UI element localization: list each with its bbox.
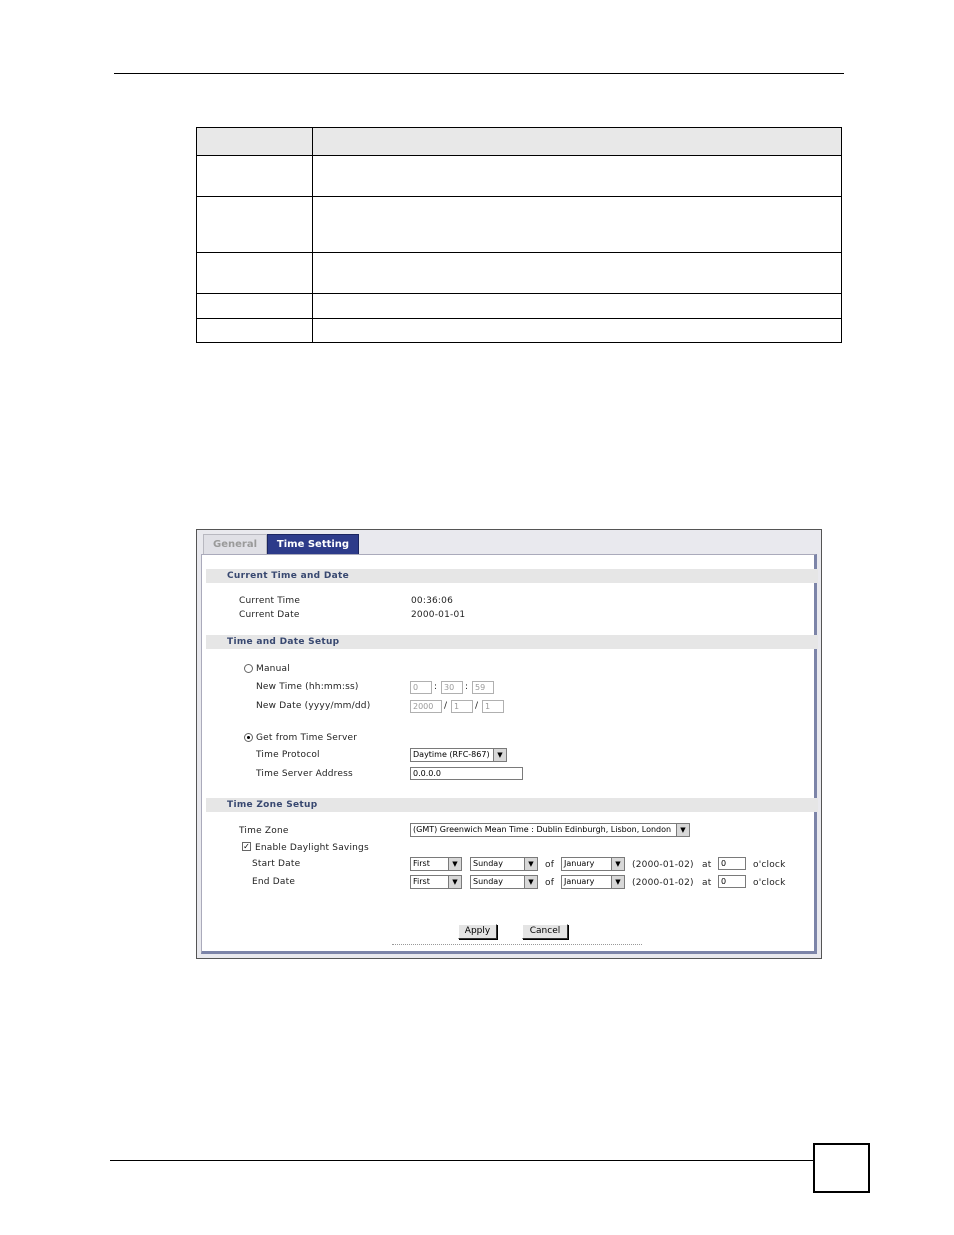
apply-button[interactable]: Apply [458, 924, 497, 939]
time-setting-panel [201, 554, 817, 954]
table-row [197, 319, 842, 343]
table-row [197, 197, 842, 253]
time-protocol-label: Time Protocol [256, 750, 320, 760]
footer-rule [110, 1160, 814, 1161]
enable-daylight-savings-label: Enable Daylight Savings [255, 843, 369, 853]
time-separator: : [434, 682, 438, 692]
time-zone-label: Time Zone [239, 826, 289, 836]
start-at-label: at [702, 860, 712, 870]
start-hour-input[interactable]: 0 [718, 857, 746, 870]
end-week-select[interactable] [410, 875, 462, 889]
chevron-down-icon: ▼ [493, 749, 506, 761]
new-time-minute-input[interactable]: 30 [441, 681, 463, 694]
chevron-down-icon: ▼ [524, 858, 537, 870]
new-time-second-input[interactable]: 59 [472, 681, 494, 694]
start-week-select[interactable] [410, 857, 462, 871]
chevron-down-icon: ▼ [524, 876, 537, 888]
start-month-value: January [564, 859, 595, 868]
end-of-label: of [545, 878, 555, 888]
end-month-select[interactable] [561, 875, 625, 889]
tab-general[interactable]: General [203, 534, 267, 554]
end-date-label: End Date [252, 877, 296, 887]
time-separator: : [465, 682, 469, 692]
enable-daylight-savings-checkbox[interactable]: ✓ [243, 842, 250, 851]
current-time-label: Current Time [239, 596, 301, 606]
button-divider [392, 944, 642, 945]
chevron-down-icon: ▼ [676, 824, 689, 836]
start-week-value: First [413, 859, 430, 868]
start-month-select[interactable] [561, 857, 625, 871]
page-number-box [813, 1143, 870, 1193]
time-server-address-input[interactable]: 0.0.0.0 [410, 767, 523, 780]
section-time-and-date-setup: Time and Date Setup [206, 635, 818, 649]
current-time-value: 00:36:06 [411, 596, 454, 606]
tab-time-setting[interactable]: Time Setting [267, 534, 359, 554]
chevron-down-icon: ▼ [611, 876, 624, 888]
end-at-label: at [702, 878, 712, 888]
table-row [197, 294, 842, 319]
cancel-button[interactable]: Cancel [522, 924, 568, 939]
chevron-down-icon: ▼ [611, 858, 624, 870]
section-current-time-and-date: Current Time and Date [206, 569, 818, 583]
time-server-address-label: Time Server Address [256, 769, 353, 779]
time-protocol-select[interactable] [410, 748, 507, 762]
end-oclock-label: o'clock [753, 878, 786, 888]
manual-label: Manual [256, 664, 290, 674]
start-example-date: (2000-01-02) [632, 860, 694, 870]
time-zone-select[interactable] [410, 823, 690, 837]
start-day-select[interactable] [470, 857, 538, 871]
end-week-value: First [413, 877, 430, 886]
current-date-value: 2000-01-01 [411, 610, 466, 620]
chevron-down-icon: ▼ [448, 858, 461, 870]
new-date-year-input[interactable]: 2000 [410, 700, 442, 713]
get-from-time-server-label: Get from Time Server [256, 733, 358, 743]
start-day-value: Sunday [473, 859, 503, 868]
end-day-select[interactable] [470, 875, 538, 889]
table-header-row [197, 128, 842, 156]
end-example-date: (2000-01-02) [632, 878, 694, 888]
table-row [197, 253, 842, 294]
header-rule [114, 73, 844, 74]
new-time-label: New Time (hh:mm:ss) [256, 682, 359, 692]
new-date-day-input[interactable]: 1 [482, 700, 504, 713]
new-date-month-input[interactable]: 1 [451, 700, 473, 713]
start-date-label: Start Date [252, 859, 301, 869]
current-date-label: Current Date [239, 610, 300, 620]
end-month-value: January [564, 877, 595, 886]
get-from-time-server-radio[interactable] [244, 733, 253, 742]
new-date-label: New Date (yyyy/mm/dd) [256, 701, 371, 711]
time-protocol-value: Daytime (RFC-867) [413, 750, 490, 759]
end-day-value: Sunday [473, 877, 503, 886]
time-zone-value: (GMT) Greenwich Mean Time : Dublin Edinburgh, Lisbon, London [413, 825, 672, 834]
section-time-zone-setup: Time Zone Setup [206, 798, 818, 812]
end-hour-input[interactable]: 0 [718, 875, 746, 888]
date-separator: / [475, 701, 479, 711]
manual-radio[interactable] [244, 664, 253, 673]
table-row [197, 156, 842, 197]
new-time-hour-input[interactable]: 0 [410, 681, 432, 694]
chevron-down-icon: ▼ [448, 876, 461, 888]
date-separator: / [444, 701, 448, 711]
field-description-table [196, 127, 842, 343]
start-oclock-label: o'clock [753, 860, 786, 870]
start-of-label: of [545, 860, 555, 870]
time-setting-screenshot [196, 529, 822, 959]
